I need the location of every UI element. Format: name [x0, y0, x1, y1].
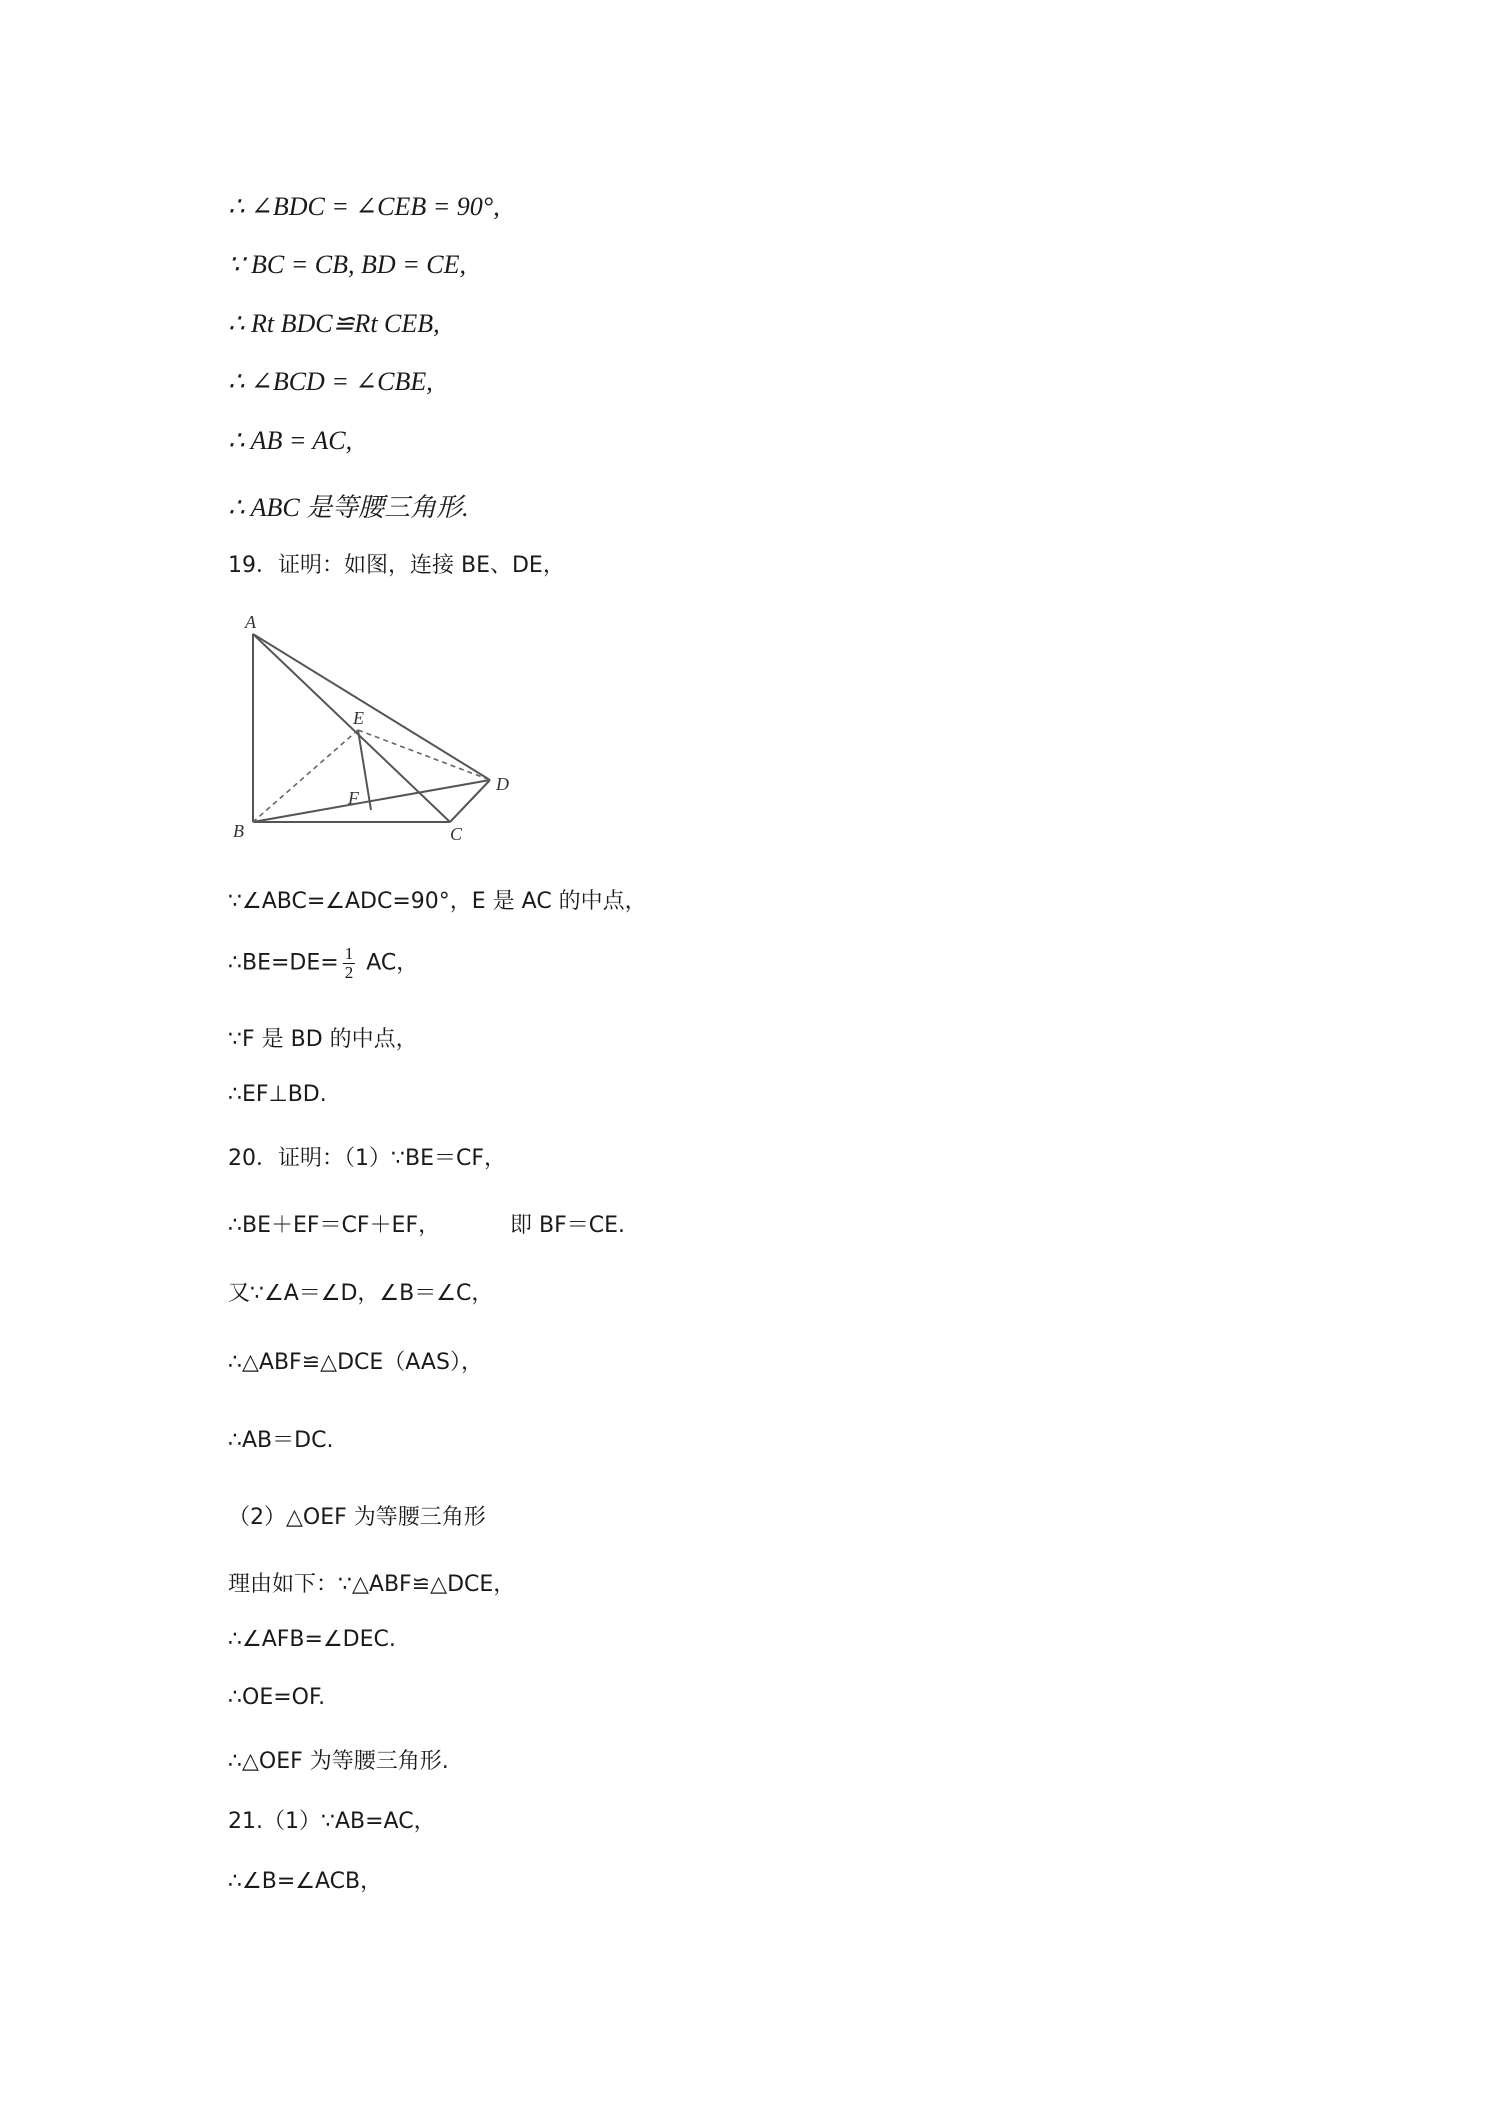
- proof-text: ∴BE=DE=: [228, 950, 339, 976]
- proof-line: ∴∠AFB=∠DEC.: [228, 1627, 396, 1652]
- proof-line: ∴ ABC 是等腰三角形.: [228, 493, 469, 522]
- label-a: A: [245, 612, 256, 632]
- label-c: C: [450, 824, 463, 842]
- segment-bd: [253, 780, 490, 822]
- label-d: D: [496, 774, 509, 794]
- proof-line: ∴△OEF 为等腰三角形.: [228, 1749, 449, 1774]
- proof-text: AC，: [359, 950, 419, 976]
- label-f: F: [348, 788, 359, 808]
- proof-line: ∴EF⊥BD.: [228, 1082, 327, 1107]
- geometry-figure: [228, 612, 528, 842]
- part-2-heading: （2）△OEF 为等腰三角形: [228, 1505, 486, 1530]
- fraction-numerator: 1: [344, 944, 354, 963]
- segment-de-dashed: [358, 730, 490, 780]
- proof-line: ∴BE＋EF＝CF＋EF， 即 BF＝CE.: [228, 1213, 626, 1238]
- proof-line: ∴ ∠BCD = ∠CBE,: [228, 367, 433, 396]
- proof-line: ∵∠ABC=∠ADC=90°，E 是 AC 的中点，: [228, 889, 647, 914]
- proof-line: ∴ Rt BDC≌Rt CEB,: [228, 309, 440, 338]
- proof-line: ∴AB＝DC.: [228, 1428, 334, 1453]
- proof-line: ∴OE=OF.: [228, 1685, 326, 1710]
- proof-line: ∵F 是 BD 的中点，: [228, 1027, 418, 1052]
- proof-line: ∴ ∠BDC = ∠CEB = 90°,: [228, 192, 500, 221]
- segment-be-dashed: [253, 730, 358, 822]
- proof-line: 理由如下：∵△ABF≌△DCE，: [228, 1572, 516, 1597]
- segment-ef: [358, 730, 371, 810]
- proof-line: ∴△ABF≌△DCE（AAS），: [228, 1350, 483, 1375]
- problem-21-heading: 21.（1）∵AB=AC，: [228, 1809, 436, 1834]
- proof-line: 又∵∠A＝∠D，∠B＝∠C，: [228, 1281, 494, 1306]
- segment-ad: [253, 634, 490, 780]
- label-e: E: [353, 708, 364, 728]
- fraction-one-half: [343, 945, 356, 982]
- proof-line: ∴∠B=∠ACB，: [228, 1869, 383, 1894]
- problem-19-heading: 19．证明：如图，连接 BE、DE，: [228, 553, 565, 578]
- problem-20-heading: 20．证明：（1）∵BE＝CF，: [228, 1146, 506, 1171]
- fraction-denominator: 2: [344, 963, 354, 982]
- proof-line: [228, 945, 418, 982]
- label-b: B: [233, 821, 244, 841]
- proof-line: ∴ AB = AC,: [228, 426, 353, 455]
- proof-line: ∵ BC = CB, BD = CE,: [228, 250, 466, 279]
